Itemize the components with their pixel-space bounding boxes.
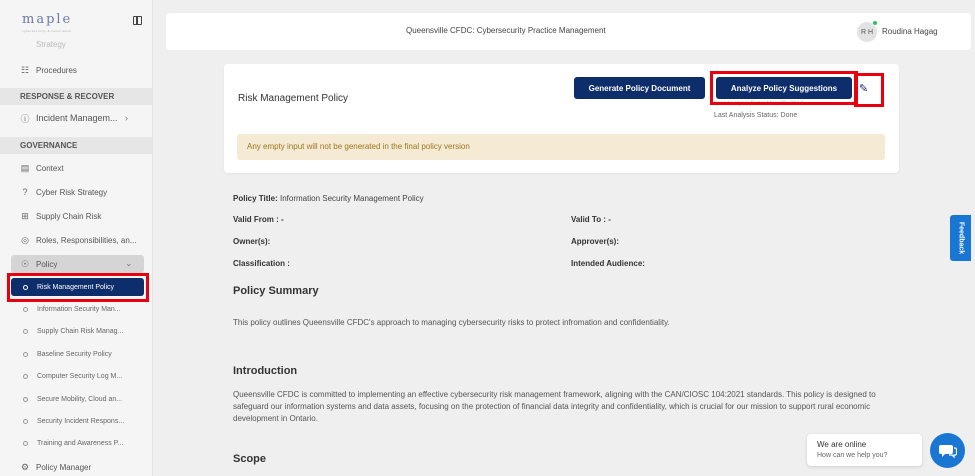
valid-to-field bbox=[571, 215, 611, 224]
page-header-title: Queensville CFDC: Cybersecurity Practice Management bbox=[406, 26, 606, 35]
valid-to-label: Valid To : - bbox=[571, 215, 611, 224]
sidebar-subitem[interactable] bbox=[23, 351, 112, 358]
policy-card-title: Risk Management Policy bbox=[238, 93, 349, 104]
question-icon: ? bbox=[22, 187, 28, 197]
sidebar-subitem[interactable] bbox=[23, 373, 122, 380]
bullet-icon bbox=[23, 397, 28, 402]
sidebar-item-context[interactable] bbox=[20, 163, 64, 173]
sidebar-item-label: Policy bbox=[36, 259, 58, 269]
online-status-dot bbox=[872, 20, 878, 26]
maple-logo: maple bbox=[22, 12, 73, 27]
sidebar-subitem[interactable] bbox=[23, 396, 122, 403]
sidebar-subitem-label: Security Incident Respons... bbox=[37, 418, 125, 425]
sidebar-subitem[interactable] bbox=[23, 418, 124, 425]
sidebar-item-policy-label-row[interactable] bbox=[20, 259, 57, 269]
feedback-label: Feedback bbox=[957, 221, 964, 255]
classification-label: Classification : bbox=[233, 259, 290, 268]
owners-field bbox=[233, 237, 270, 246]
sidebar-collapse-icon[interactable] bbox=[133, 16, 142, 25]
bullet-icon bbox=[23, 329, 28, 334]
sidebar-subitem-label: Computer Security Log M... bbox=[37, 373, 123, 380]
section-header-respond: RESPONSE & RECOVER bbox=[0, 88, 152, 105]
bullet-icon bbox=[23, 441, 28, 446]
feedback-tab[interactable] bbox=[950, 215, 971, 261]
last-analysis-status: Last Analysis Status: Done bbox=[714, 112, 798, 119]
valid-from-label: Valid From : - bbox=[233, 215, 284, 224]
highlight-box-edit bbox=[854, 73, 884, 107]
sitemap-icon: ☷ bbox=[20, 64, 30, 75]
bullet-icon bbox=[23, 307, 28, 312]
audience-label: Intended Audience: bbox=[571, 259, 645, 268]
approvers-label: Approver(s): bbox=[571, 237, 620, 246]
chat-greeting-bubble[interactable] bbox=[807, 434, 922, 466]
sidebar-subitem-label: Baseline Security Policy bbox=[37, 351, 112, 358]
analyze-policy-suggestions-button[interactable]: Analyze Policy Suggestions bbox=[716, 77, 852, 99]
sidebar-subitem[interactable] bbox=[23, 306, 121, 313]
bullet-icon bbox=[23, 352, 28, 357]
avatar[interactable]: R H bbox=[857, 22, 877, 42]
valid-from-field bbox=[233, 215, 284, 224]
audience-field bbox=[571, 259, 645, 268]
gear-icon: ⚙ bbox=[20, 461, 30, 472]
sidebar-item-policy-manager[interactable] bbox=[20, 462, 91, 472]
sidebar-subitem-label: Training and Awareness P... bbox=[37, 440, 124, 447]
sidebar-item-cyber-risk[interactable] bbox=[20, 187, 107, 197]
owners-label: Owner(s): bbox=[233, 237, 271, 246]
warning-banner: Any empty input will not be generated in the final policy version bbox=[237, 134, 885, 160]
highlight-box-risk-management bbox=[7, 273, 149, 302]
dollar-circle-icon: ◎ bbox=[21, 234, 29, 245]
info-circle-icon: ⓘ bbox=[20, 113, 30, 124]
chat-help-text: How can we help you? bbox=[817, 452, 888, 459]
chevron-right-icon: › bbox=[125, 113, 128, 123]
sidebar-item-label: Supply Chain Risk bbox=[36, 211, 102, 221]
chat-icon bbox=[939, 443, 957, 459]
sidebar-subitem[interactable] bbox=[23, 328, 123, 335]
sidebar-item-label: Incident Managem... bbox=[36, 113, 118, 123]
policy-summary-text: This policy outlines Queensville CFDC's approach to managing cybersecurity risks to protect infromation and confidentiality. bbox=[233, 318, 670, 327]
sidebar-subitem-label: Secure Mobility, Cloud an... bbox=[37, 396, 123, 403]
sidebar-item-strategy[interactable]: Strategy bbox=[36, 40, 66, 49]
sidebar-item-procedures[interactable] bbox=[20, 65, 77, 75]
sidebar-item-label: Policy Manager bbox=[36, 462, 92, 472]
shield-icon: ☉ bbox=[20, 258, 30, 269]
policy-title-value: Information Security Management Policy bbox=[280, 194, 424, 203]
chat-launcher-button[interactable] bbox=[930, 433, 965, 468]
policy-title-label: Policy Title: bbox=[233, 194, 278, 203]
bullet-icon bbox=[23, 374, 28, 379]
network-icon: ⊞ bbox=[21, 210, 29, 221]
sidebar-item-label: Cyber Risk Strategy bbox=[36, 187, 108, 197]
logo-tagline: cybersecurity & compliance bbox=[22, 29, 72, 33]
generate-policy-document-button[interactable]: Generate Policy Document bbox=[574, 77, 705, 99]
sidebar-subitem-label: Risk Management Policy bbox=[37, 283, 115, 291]
sidebar-item-supply-chain[interactable] bbox=[20, 211, 101, 221]
sidebar-item-incident[interactable] bbox=[20, 113, 118, 123]
highlight-box-analyze bbox=[710, 71, 858, 105]
edit-pencil-icon[interactable]: ✎ bbox=[859, 83, 869, 95]
sidebar-item-label: Procedures bbox=[36, 65, 77, 75]
classification-field bbox=[233, 259, 290, 268]
sidebar-item-label: Context bbox=[36, 163, 64, 173]
scope-heading: Scope bbox=[233, 453, 267, 465]
approvers-field bbox=[571, 237, 619, 246]
bullet-icon bbox=[23, 419, 28, 424]
document-icon: ▤ bbox=[20, 162, 30, 173]
policy-summary-heading: Policy Summary bbox=[233, 285, 319, 297]
user-name[interactable]: Roudina Hagag bbox=[882, 27, 938, 36]
sidebar-item-roles[interactable] bbox=[20, 235, 137, 245]
section-header-governance: GOVERNANCE bbox=[0, 137, 152, 154]
last-analysis-date: Last Analysis Date: May 29, 2024 bbox=[714, 101, 804, 107]
introduction-text: Queensville CFDC is committed to implementing an effective cybersecurity risk management framework, aligning with the CAN/CIOSC 104:2021 standards. This policy is designed to safeguard our information systems and data assets, focusing on the protection of financial data integrity and confidentiality, which is crucial for our mission to support rural economic development in Ontario. bbox=[233, 390, 876, 423]
sidebar-subitem[interactable] bbox=[23, 440, 123, 447]
sidebar-subitem-label: Supply Chain Risk Manag... bbox=[37, 328, 124, 335]
introduction-heading: Introduction bbox=[233, 365, 298, 377]
sidebar-subitem-label: Information Security Man... bbox=[37, 306, 121, 313]
sidebar bbox=[0, 0, 153, 476]
top-bar bbox=[166, 13, 971, 50]
chevron-down-icon: ⌄ bbox=[125, 258, 133, 268]
sidebar-item-label: Roles, Responsibilities, an... bbox=[36, 235, 137, 245]
chat-online-text: We are online bbox=[817, 440, 867, 449]
policy-title-field bbox=[233, 194, 424, 203]
